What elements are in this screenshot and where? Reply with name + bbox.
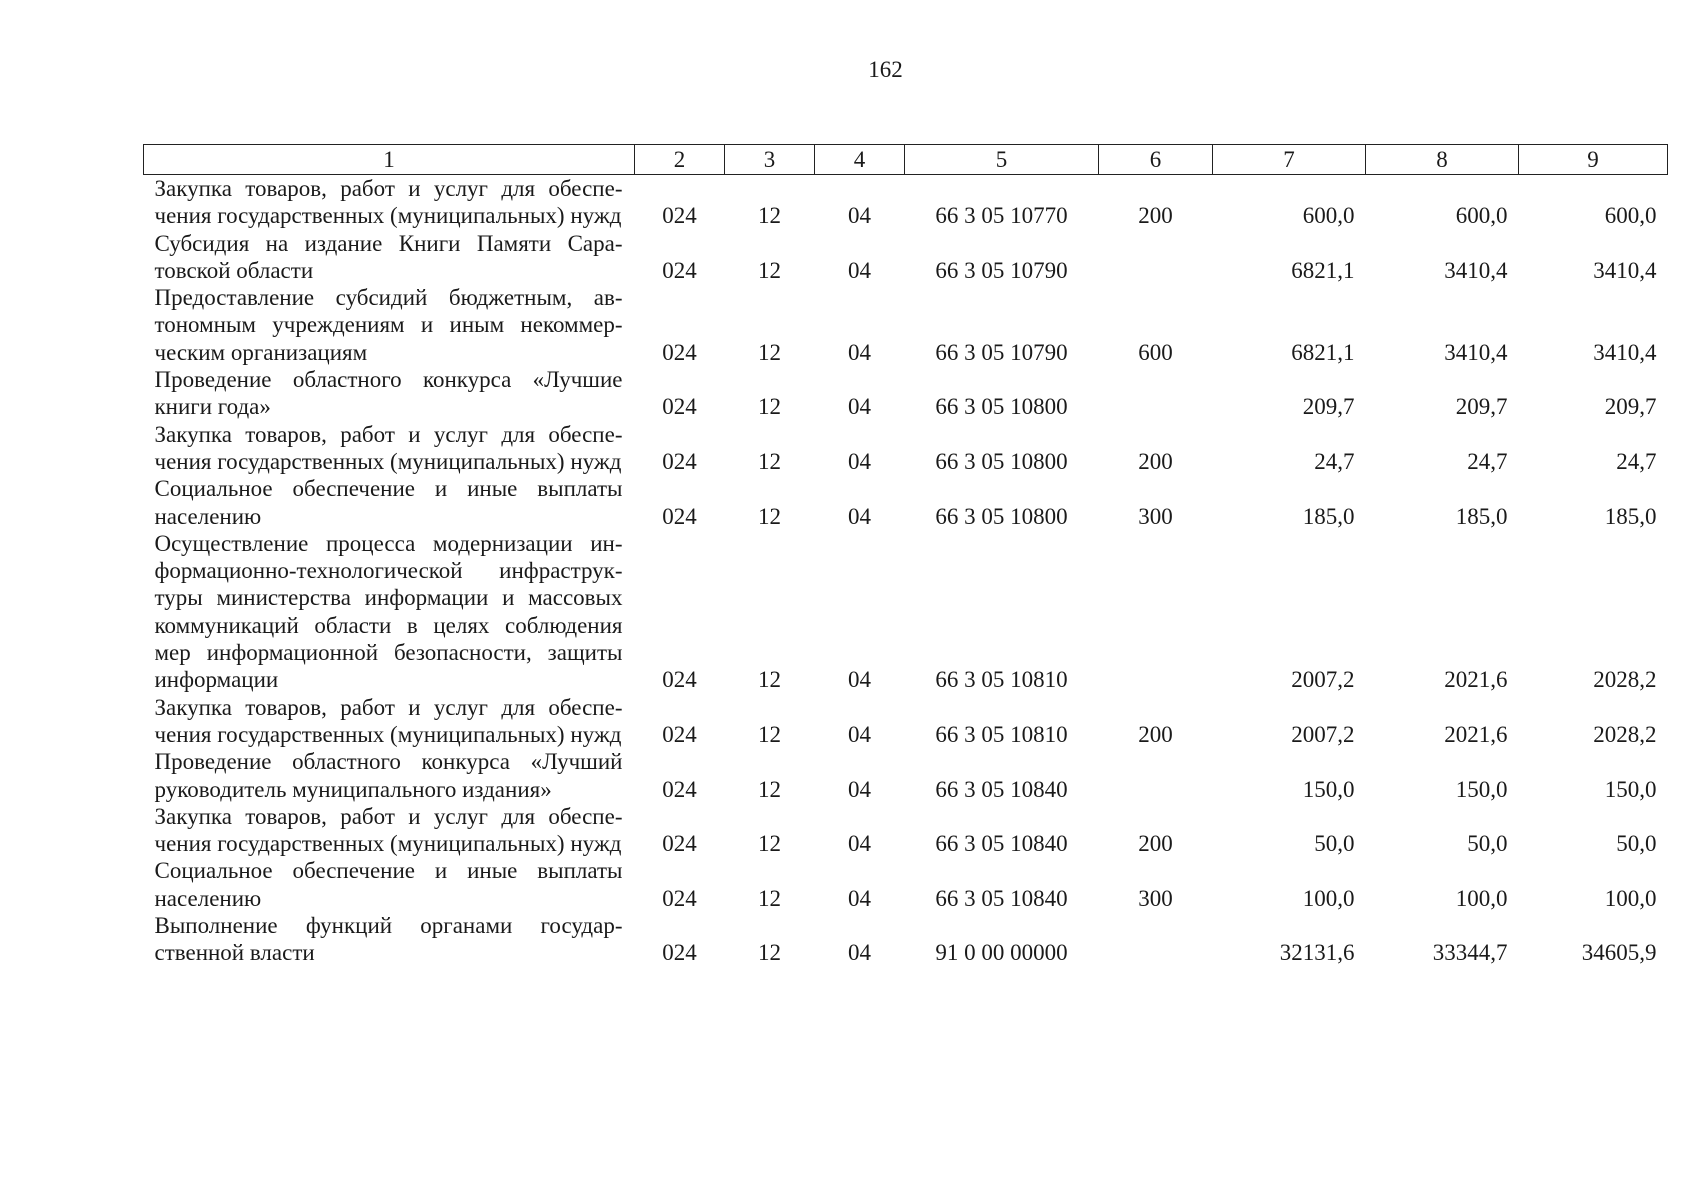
- section-cell: 12: [758, 257, 781, 283]
- expense-type-cell: 300: [1138, 503, 1173, 529]
- expense-type-cell: [1099, 366, 1213, 421]
- target-article-cell: 66 3 05 10800: [935, 394, 1068, 420]
- expense-type-cell: 200: [1138, 448, 1173, 474]
- amount-cell: 600,0: [1302, 203, 1355, 229]
- amount-cell: 50,0: [1616, 831, 1657, 857]
- subsection-cell: 04: [848, 940, 871, 966]
- table-body: [144, 175, 1668, 967]
- table-row: [144, 857, 1668, 912]
- expense-type-cell: 200: [1138, 203, 1173, 229]
- column-header-5: 5: [905, 145, 1099, 175]
- section-cell: 12: [758, 448, 781, 474]
- amount-cell: 33344,7: [1432, 940, 1508, 966]
- target-article-cell: 66 3 05 10770: [935, 203, 1068, 229]
- table-row: [144, 475, 1668, 530]
- table-row: [144, 175, 1668, 230]
- code-cell: 024: [662, 776, 697, 802]
- target-article-cell: 66 3 05 10840: [935, 885, 1068, 911]
- amount-cell: 100,0: [1604, 885, 1657, 911]
- section-cell: 12: [758, 203, 781, 229]
- section-cell: 12: [758, 394, 781, 420]
- subsection-cell: 04: [848, 831, 871, 857]
- description-cell: Закупка товаров, работ и услуг для обеспечения государственных (муниципальных) нужд: [154, 176, 623, 229]
- code-cell: 024: [662, 203, 697, 229]
- subsection-cell: 04: [848, 257, 871, 283]
- amount-cell: 3410,4: [1444, 339, 1508, 365]
- expense-type-cell: 200: [1138, 721, 1173, 747]
- amount-cell: 100,0: [1455, 885, 1508, 911]
- column-header-6: 6: [1099, 145, 1213, 175]
- table-row: [144, 284, 1668, 366]
- code-cell: 024: [662, 831, 697, 857]
- table-row: [144, 530, 1668, 694]
- amount-cell: 150,0: [1604, 776, 1657, 802]
- amount-cell: 3410,4: [1593, 257, 1657, 283]
- table-row: [144, 748, 1668, 803]
- amount-cell: 185,0: [1302, 503, 1355, 529]
- amount-cell: 2007,2: [1291, 721, 1355, 747]
- section-cell: 12: [758, 503, 781, 529]
- description-cell: Выполнение функций органами государственной власти: [154, 913, 623, 966]
- column-header-9: 9: [1519, 145, 1668, 175]
- subsection-cell: 04: [848, 503, 871, 529]
- section-cell: 12: [758, 339, 781, 365]
- amount-cell: 24,7: [1616, 448, 1657, 474]
- section-cell: 12: [758, 885, 781, 911]
- target-article-cell: 66 3 05 10800: [935, 448, 1068, 474]
- amount-cell: 150,0: [1455, 776, 1508, 802]
- amount-cell: 24,7: [1467, 448, 1508, 474]
- amount-cell: 2021,6: [1444, 721, 1508, 747]
- target-article-cell: 66 3 05 10810: [935, 721, 1068, 747]
- description-cell: Закупка товаров, работ и услуг для обеспечения государственных (муниципальных) нужд: [154, 803, 623, 857]
- expense-type-cell: [1099, 748, 1213, 803]
- amount-cell: 50,0: [1314, 831, 1355, 857]
- amount-cell: 2021,6: [1444, 667, 1508, 693]
- section-cell: 12: [758, 776, 781, 802]
- expense-type-cell: 300: [1138, 885, 1173, 911]
- amount-cell: 185,0: [1455, 503, 1508, 529]
- description-cell: Социальное обеспечение и иные выплаты населению: [154, 858, 623, 911]
- description-cell: Закупка товаров, работ и услуг для обеспечения государственных (муниципальных) нужд: [154, 421, 623, 474]
- code-cell: 024: [662, 885, 697, 911]
- code-cell: 024: [662, 448, 697, 474]
- code-cell: 024: [662, 339, 697, 365]
- amount-cell: 150,0: [1302, 776, 1355, 802]
- amount-cell: 209,7: [1302, 394, 1355, 420]
- description-cell: Проведение областного конкурса «Лучшие книги года»: [154, 367, 623, 420]
- description-cell: Проведение областного конкурса «Лучший руководитель муниципального издания»: [154, 749, 623, 802]
- description-cell: Субсидия на издание Книги Памяти Саратовской области: [154, 230, 623, 283]
- table-row: [144, 912, 1668, 967]
- subsection-cell: 04: [848, 667, 871, 693]
- subsection-cell: 04: [848, 339, 871, 365]
- amount-cell: 3410,4: [1444, 257, 1508, 283]
- target-article-cell: 66 3 05 10810: [935, 667, 1068, 693]
- section-cell: 12: [758, 721, 781, 747]
- expense-type-cell: [1099, 230, 1213, 285]
- subsection-cell: 04: [848, 448, 871, 474]
- section-cell: 12: [758, 831, 781, 857]
- amount-cell: 50,0: [1467, 831, 1508, 857]
- amount-cell: 32131,6: [1279, 940, 1355, 966]
- description-cell: Социальное обеспечение и иные выплаты населению: [154, 476, 623, 529]
- amount-cell: 185,0: [1604, 503, 1657, 529]
- amount-cell: 6821,1: [1291, 257, 1355, 283]
- description-cell: Осуществление процесса модернизации информационно-технологической инфраструктуры министерства информации и массовых коммуникаций области в целях соблюдения мер информационной безопасности, защиты информации: [154, 530, 623, 693]
- amount-cell: 100,0: [1302, 885, 1355, 911]
- code-cell: 024: [662, 667, 697, 693]
- amount-cell: 34605,9: [1581, 940, 1657, 966]
- subsection-cell: 04: [848, 776, 871, 802]
- subsection-cell: 04: [848, 721, 871, 747]
- column-header-8: 8: [1366, 145, 1519, 175]
- expense-type-cell: [1099, 530, 1213, 694]
- target-article-cell: 66 3 05 10840: [935, 776, 1068, 802]
- expense-type-cell: 200: [1138, 831, 1173, 857]
- code-cell: 024: [662, 503, 697, 529]
- amount-cell: 2028,2: [1593, 721, 1657, 747]
- table-row: [144, 230, 1668, 285]
- expense-type-cell: 600: [1138, 339, 1173, 365]
- amount-cell: 2007,2: [1291, 667, 1355, 693]
- code-cell: 024: [662, 721, 697, 747]
- amount-cell: 209,7: [1604, 394, 1657, 420]
- amount-cell: 2028,2: [1593, 667, 1657, 693]
- section-cell: 12: [758, 667, 781, 693]
- table-row: [144, 803, 1668, 858]
- header-row: [144, 145, 1668, 175]
- target-article-cell: 66 3 05 10790: [935, 339, 1068, 365]
- amount-cell: 24,7: [1314, 448, 1355, 474]
- column-header-3: 3: [725, 145, 815, 175]
- code-cell: 024: [662, 940, 697, 966]
- description-cell: Предоставление субсидий бюджетным, автономным учреждениям и иным некоммерческим организациям: [154, 285, 623, 365]
- amount-cell: 600,0: [1604, 203, 1657, 229]
- column-header-7: 7: [1213, 145, 1366, 175]
- target-article-cell: 66 3 05 10800: [935, 503, 1068, 529]
- page-number: 162: [868, 57, 903, 82]
- column-header-1: 1: [144, 145, 635, 175]
- subsection-cell: 04: [848, 885, 871, 911]
- amount-cell: 209,7: [1455, 394, 1508, 420]
- table-row: [144, 694, 1668, 749]
- subsection-cell: 04: [848, 203, 871, 229]
- section-cell: 12: [758, 940, 781, 966]
- amount-cell: 3410,4: [1593, 339, 1657, 365]
- amount-cell: 6821,1: [1291, 339, 1355, 365]
- budget-table: [143, 144, 1668, 967]
- code-cell: 024: [662, 257, 697, 283]
- target-article-cell: 66 3 05 10840: [935, 831, 1068, 857]
- table-row: [144, 366, 1668, 421]
- target-article-cell: 66 3 05 10790: [935, 257, 1068, 283]
- code-cell: 024: [662, 394, 697, 420]
- amount-cell: 600,0: [1455, 203, 1508, 229]
- column-header-4: 4: [815, 145, 905, 175]
- expense-type-cell: [1099, 912, 1213, 967]
- description-cell: Закупка товаров, работ и услуг для обеспечения государственных (муниципальных) нужд: [154, 694, 623, 747]
- column-header-2: 2: [635, 145, 725, 175]
- subsection-cell: 04: [848, 394, 871, 420]
- target-article-cell: 91 0 00 00000: [935, 940, 1068, 966]
- table-row: [144, 421, 1668, 476]
